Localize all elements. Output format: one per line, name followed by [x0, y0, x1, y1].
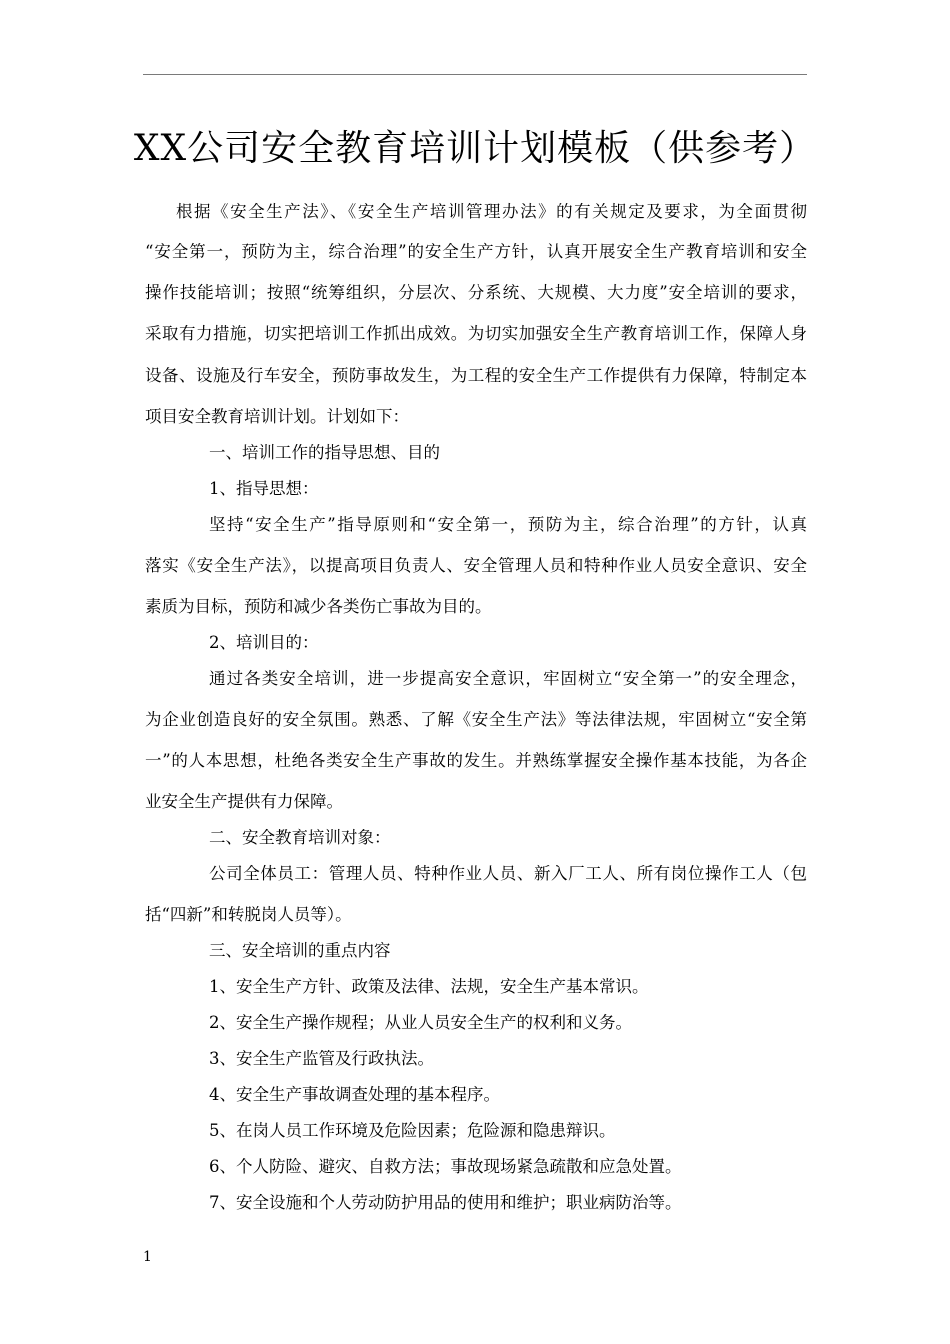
intro-line: 设备、设施及行车安全，预防事故发生，为工程的安全生产工作提供有力保障，特制定本: [145, 366, 807, 385]
section-3-item: 2、安全生产操作规程；从业人员安全生产的权利和义务。: [209, 1013, 632, 1032]
intro-line: 根据《安全生产法》、《安全生产培训管理办法》的有关规定及要求，为全面贯彻: [176, 202, 807, 221]
section-1-sub1-line: 落实《安全生产法》，以提高项目负责人、安全管理人员和特种作业人员安全意识、安全: [145, 556, 807, 575]
intro-line: 采取有力措施，切实把培训工作抓出成效。为切实加强安全生产教育培训工作，保障人身: [145, 324, 807, 343]
document-body: [145, 200, 807, 1215]
section-1-heading: 一、培训工作的指导思想、目的: [209, 443, 440, 462]
section-1-sub2-line: 为企业创造良好的安全氛围。熟悉、了解《安全生产法》等法律法规，牢固树立“安全第: [145, 710, 807, 729]
section-2-heading: 二、安全教育培训对象：: [209, 828, 391, 847]
section-3-item: 4、安全生产事故调查处理的基本程序。: [209, 1085, 500, 1104]
section-3-item: 3、安全生产监管及行政执法。: [209, 1049, 434, 1068]
section-1-sub2-line: 业安全生产提供有力保障。: [145, 792, 343, 811]
section-1-sub2-heading: 2、培训目的：: [209, 633, 319, 652]
section-1-sub1-heading: 1、指导思想：: [209, 479, 319, 498]
section-1-sub2-line: 通过各类安全培训，进一步提高安全意识，牢固树立“安全第一”的安全理念，: [209, 669, 807, 688]
section-1-sub1-line: 坚持“安全生产”指导原则和“安全第一，预防为主，综合治理”的方针，认真: [209, 515, 807, 534]
section-2-line: 公司全体员工：管理人员、特种作业人员、新入厂工人、所有岗位操作工人（包: [209, 864, 807, 883]
header-rule: [143, 74, 807, 75]
section-2-line: 括“四新”和转脱岗人员等）。: [145, 905, 352, 924]
intro-line: “安全第一，预防为主，综合治理”的安全生产方针，认真开展安全生产教育培训和安全: [145, 242, 807, 261]
document-title: XX公司安全教育培训计划模板（供参考）: [133, 128, 817, 169]
section-3-item: 6、个人防险、避灾、自救方法；事故现场紧急疏散和应急处置。: [209, 1157, 682, 1176]
section-3-heading: 三、安全培训的重点内容: [209, 941, 391, 960]
intro-line: 项目安全教育培训计划。计划如下：: [145, 407, 409, 426]
section-3-item: 5、在岗人员工作环境及危险因素；危险源和隐患辩识。: [209, 1121, 616, 1140]
page-number: 1: [143, 1249, 152, 1265]
section-3-item: 7、安全设施和个人劳动防护用品的使用和维护；职业病防治等。: [209, 1193, 682, 1212]
section-3-item: 1、安全生产方针、政策及法律、法规，安全生产基本常识。: [209, 977, 649, 996]
section-1-sub1-line: 素质为目标，预防和减少各类伤亡事故为目的。: [145, 597, 492, 616]
section-1-sub2-line: 一”的人本思想，杜绝各类安全生产事故的发生。并熟练掌握安全操作基本技能，为各企: [145, 751, 807, 770]
intro-line: 操作技能培训；按照“统筹组织，分层次、分系统、大规模、大力度”安全培训的要求，: [145, 283, 807, 302]
